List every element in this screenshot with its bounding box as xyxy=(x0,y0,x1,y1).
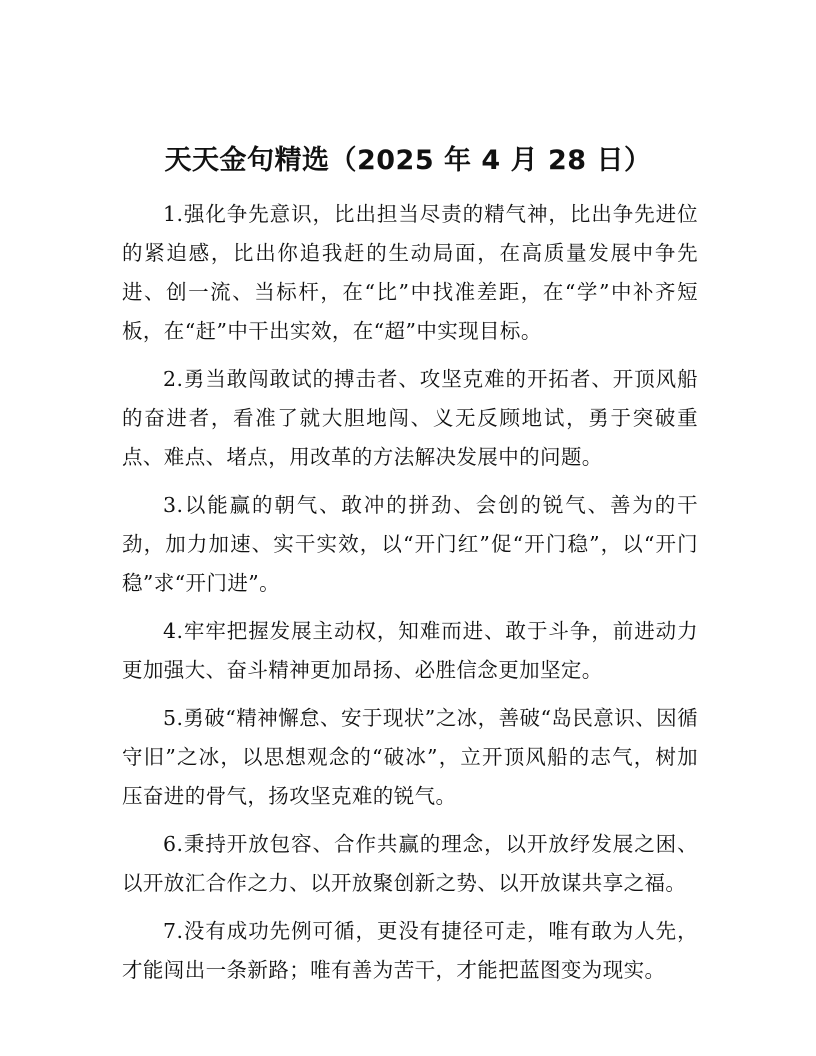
quote-paragraph-5: 5.勇破“精神懈怠、安于现状”之冰，善破“岛民意识、因循守旧”之冰，以思想观念的“破冰”，立开顶风船的志气，树加压奋进的骨气，扬攻坚克难的锐气。 xyxy=(122,706,698,808)
quote-paragraph-4: 4.牢牢把握发展主动权，知难而进、敢于斗争，前进动力更加强大、奋斗精神更加昂扬、必胜信念更加坚定。 xyxy=(122,619,698,682)
quote-paragraph-6: 6.秉持开放包容、合作共赢的理念，以开放纾发展之困、以开放汇合作之力、以开放聚创新之势、以开放谋共享之福。 xyxy=(122,832,698,895)
document-title: 天天金句精选（2025 年 4 月 28 日） xyxy=(164,145,652,176)
quote-paragraph-2: 2.勇当敢闯敢试的搏击者、攻坚克难的开拓者、开顶风船的奋进者，看准了就大胆地闯、义无反顾地试，勇于突破重点、难点、堵点，用改革的方法解决发展中的问题。 xyxy=(122,367,698,469)
quote-paragraph-3: 3.以能赢的朝气、敢冲的拼劲、会创的锐气、善为的干劲，加力加速、实干实效，以“开门红”促“开门稳”，以“开门稳”求“开门进”。 xyxy=(122,493,698,595)
quote-paragraph-7: 7.没有成功先例可循，更没有捷径可走，唯有敢为人先，才能闯出一条新路；唯有善为苦干，才能把蓝图变为现实。 xyxy=(122,919,698,982)
quote-paragraph-1: 1.强化争先意识，比出担当尽责的精气神，比出争先进位的紧迫感，比出你追我赶的生动局面，在高质量发展中争先进、创一流、当标杆，在“比”中找准差距，在“学”中补齐短板，在“赶”中干出实效，在“超”中实现目标。 xyxy=(122,202,698,343)
document-body xyxy=(122,195,698,999)
